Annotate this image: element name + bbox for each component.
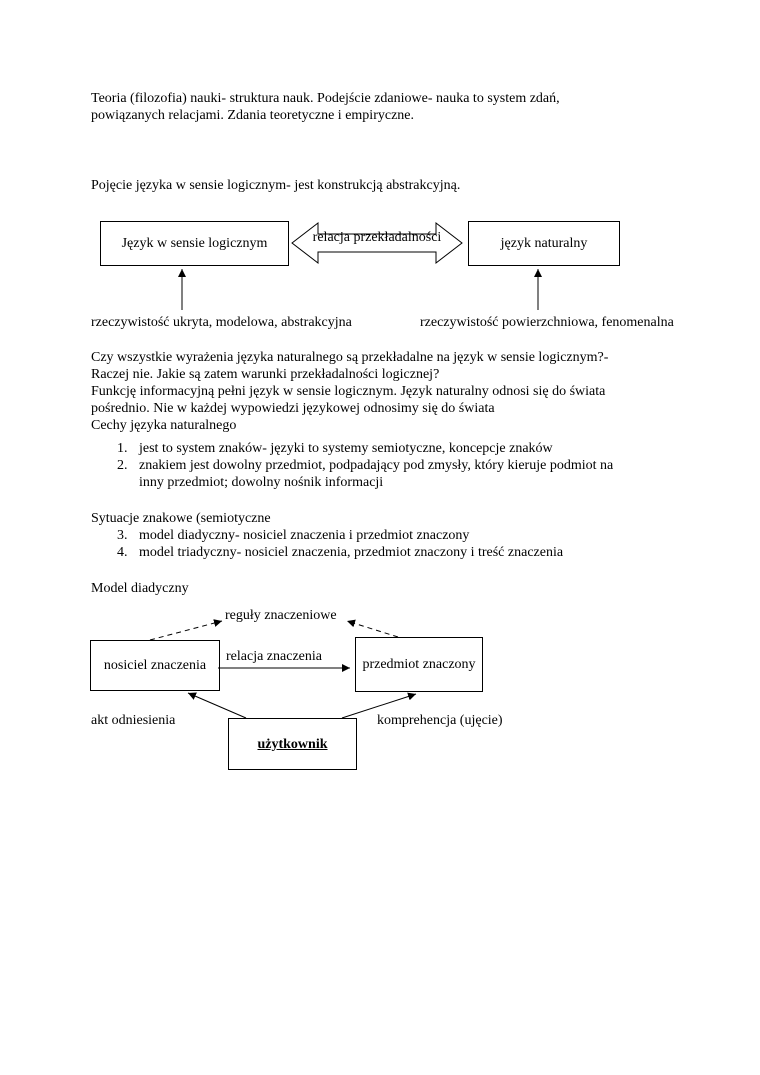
up-arrow-right <box>530 264 546 311</box>
diagram-przekladalnosc <box>0 215 760 335</box>
dashed-connector-right <box>347 621 398 637</box>
list-item-text <box>139 544 563 561</box>
text-line: model diadyczny- nosiciel znaczenia i przedmiot znaczony <box>139 528 470 543</box>
box-label: język naturalny <box>500 236 588 251</box>
text-line: Funkcję informacyjną pełni język w sensie logicznym. Język naturalny odnosi się do świata <box>91 384 606 399</box>
up-arrow-left <box>174 264 190 311</box>
dashed-connector-left <box>150 621 222 640</box>
box-label: Język w sensie logicznym <box>121 236 268 251</box>
box-label: użytkownik <box>257 736 328 752</box>
label-akt-odniesienia: akt odniesienia <box>91 713 176 728</box>
text-line: pośrednio. Nie w każdej wypowiedzi językowej odnosimy się do świata <box>91 401 495 416</box>
box-uzytkownik <box>228 718 357 770</box>
paragraph-intro <box>91 90 560 124</box>
diagram-model-diadyczny <box>0 600 760 785</box>
list-item-number: 1. <box>117 441 128 456</box>
text-line: Raczej nie. Jakie są zatem warunki przekładalności logicznej? <box>91 367 440 382</box>
text-line: Teoria (filozofia) nauki- struktura nauk. Podejście zdaniowe- nauka to system zdań, <box>91 91 560 106</box>
diagram-connectors <box>0 600 760 785</box>
label-relacja-znaczenia: relacja znaczenia <box>226 649 322 664</box>
box-label: przedmiot znaczony <box>362 657 476 672</box>
list-item-text <box>139 527 469 544</box>
heading-sytuacje: Sytuacje znakowe (semiotyczne <box>91 511 271 526</box>
box-przedmiot-znaczony <box>355 637 483 692</box>
box-nosiciel-znaczenia <box>90 640 220 691</box>
label-reguly-znaczeniowe: reguły znaczeniowe <box>225 608 337 623</box>
text-line: znakiem jest dowolny przedmiot, podpadający pod zmysły, który kieruje podmiot na <box>139 458 614 473</box>
text-line: powiązanych relacjami. Zdania teoretyczne i empiryczne. <box>91 108 414 123</box>
caption-rzeczywistosc-powierzchniowa: rzeczywistość powierzchniowa, fenomenalna <box>420 315 674 330</box>
box-jezyk-logiczny <box>100 221 289 266</box>
list-item-text <box>139 440 553 457</box>
label-komprehencja: komprehencja (ujęcie) <box>377 713 503 728</box>
heading-model-diadyczny: Model diadyczny <box>91 581 189 596</box>
text-line: jest to system znaków- języki to systemy semiotyczne, koncepcje znaków <box>139 441 553 456</box>
text-line: inny przedmiot; dowolny nośnik informacji <box>139 475 384 490</box>
arrow-label-przekladalnosc: relacja przekładalności <box>312 230 442 245</box>
list-item-number: 2. <box>117 458 128 473</box>
text-line: model triadyczny- nosiciel znaczenia, przedmiot znaczony i treść znaczenia <box>139 545 564 560</box>
paragraph-pojecie: Pojęcie języka w sensie logicznym- jest konstrukcją abstrakcyjną. <box>91 178 461 193</box>
caption-rzeczywistosc-ukryta: rzeczywistość ukryta, modelowa, abstrakcyjna <box>91 315 352 330</box>
text-line: Cechy języka naturalnego <box>91 418 237 433</box>
list-item-number: 3. <box>117 528 128 543</box>
paragraph-body <box>91 349 608 434</box>
list-item-number: 4. <box>117 545 128 560</box>
list-item-text <box>139 457 613 491</box>
arrow-user-to-nosiciel <box>188 693 246 718</box>
box-label: nosiciel znaczenia <box>103 658 207 673</box>
box-jezyk-naturalny <box>468 221 620 266</box>
text-line: Czy wszystkie wyrażenia języka naturalnego są przekładalne na język w sensie logicznym?- <box>91 350 609 365</box>
